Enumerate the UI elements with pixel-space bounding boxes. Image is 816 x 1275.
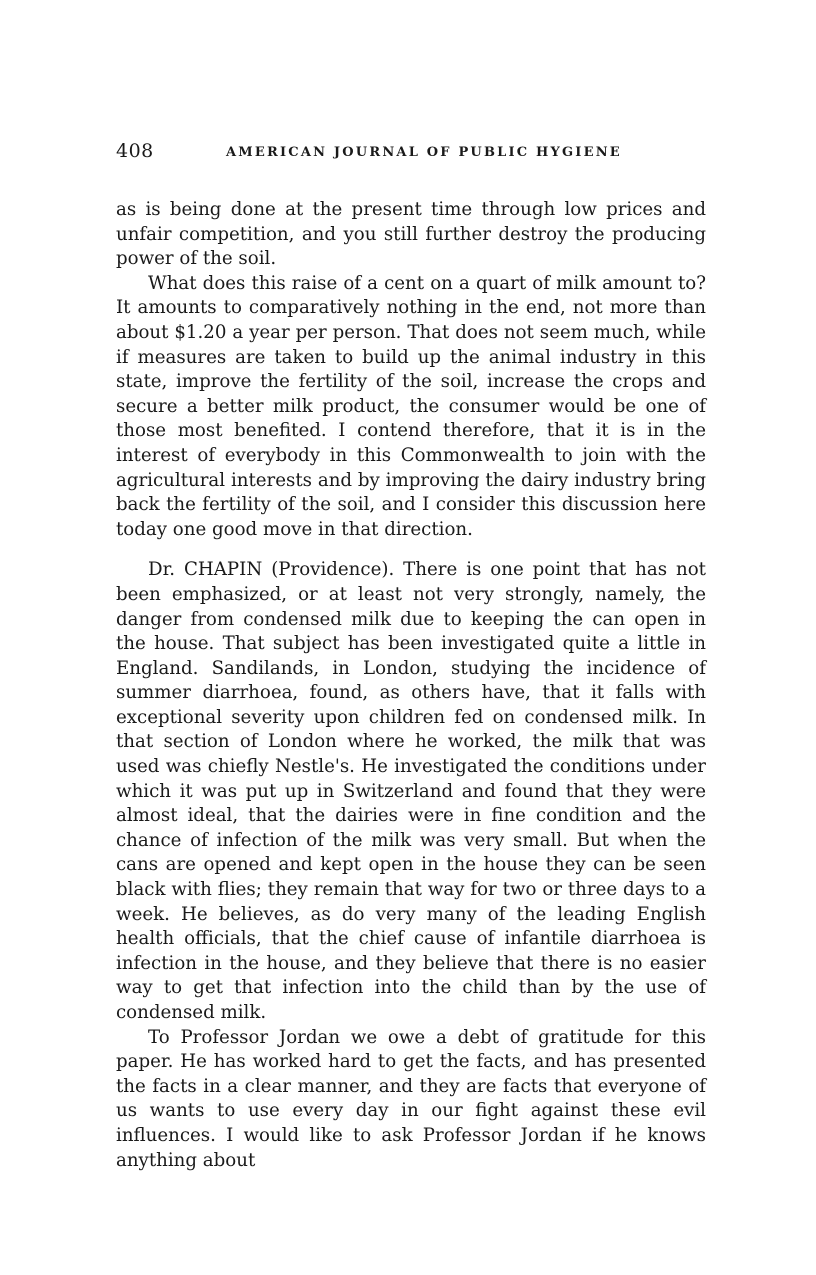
paragraph-jordan-gratitude: To Professor Jordan we owe a debt of gratitude for this paper. He has worked hard to get the facts, and has presented the facts in a clear manner, and they are facts that everyone of us wants to use every day in our fight against these evil influences. I would like to ask Professor Jordan if he knows anything about: [116, 1026, 706, 1171]
paragraph-continuation: as is being done at the present time through low prices and unfair competition, and you still further destroy the producing power of the soil.: [116, 199, 706, 270]
journal-page: [116, 140, 706, 1173]
page-number: 408: [116, 140, 154, 162]
paragraph-chapin-remarks: Dr. CHAPIN (Providence). There is one point that has not been emphasized, or at least not very strongly, namely, the danger from condensed milk due to keeping the can open in the house. That subject has been investigated quite a little in England. Sandilands, in London, studying the incidence of summer diarrhoea, found, as others have, that it falls with exceptional severity upon children fed on condensed milk. In that section of London where he worked, the milk that was used was chiefly Nestle's. He investigated the conditions under which it was put up in Switzerland and found that they were almost ideal, that the dairies were in fine condition and the chance of infection of the milk was very small. But when the cans are opened and kept open in the house they can be seen black with flies; they remain that way for two or three days to a week. He believes, as do very many of the leading English health officials, that the chief cause of infantile diarrhoea is infection in the house, and they believe that there is no easier way to get that infection into the child than by the use of condensed milk.: [116, 559, 706, 1023]
running-head: [116, 140, 706, 170]
journal-title: AMERICAN JOURNAL OF PUBLIC HYGIENE: [226, 145, 622, 160]
paragraph-milk-price: What does this raise of a cent on a quart of milk amount to? It amounts to comparatively nothing in the end, not more than about $1.20 a year per person. That does not seem much, while if measures are taken to build up the animal industry in this state, improve the fertility of the soil, increase the crops and secure a better milk product, the consumer would be one of those most benefited. I contend therefore, that it is in the interest of everybody in this Commonwealth to join with the agricultural interests and by improving the dairy industry bring back the fertility of the soil, and I consider this discussion here today one good move in that direction.: [116, 272, 706, 540]
